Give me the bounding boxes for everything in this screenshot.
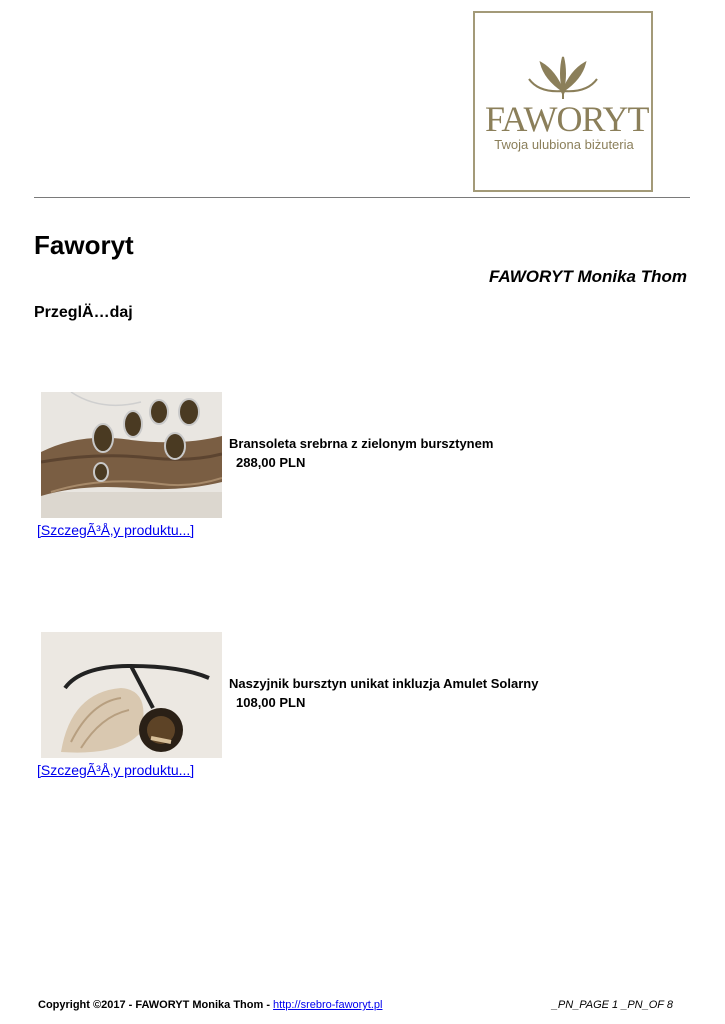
site-title: Faworyt (34, 230, 134, 260)
logo-wordmark: FAWORYT (485, 99, 649, 139)
logo-tagline: Twoja ulubiona biżuteria (494, 137, 634, 152)
browse-heading: PrzeglÄ…daj (34, 304, 133, 321)
footer-site-link[interactable]: http://srebro-faworyt.pl (273, 999, 383, 1011)
product-name: Naszyjnik bursztyn unikat inkluzja Amulet Solarny (229, 676, 539, 691)
footer-copyright (38, 999, 382, 1011)
product-image-necklace[interactable] (41, 632, 222, 758)
product-image-bracelet[interactable] (41, 392, 222, 518)
owner-name: FAWORYT Monika Thom (488, 267, 687, 286)
footer-page-info: _PN_PAGE 1 _PN_OF 8 (551, 999, 673, 1011)
product-price: 108,00 PLN (236, 695, 306, 710)
product-name: Bransoleta srebrna z zielonym bursztynem (229, 436, 494, 451)
header-divider (34, 197, 690, 198)
brand-logo (473, 11, 653, 192)
product-price: 288,00 PLN (236, 455, 306, 470)
copyright-text: Copyright ©2017 - FAWORYT Monika Thom - (38, 999, 274, 1011)
product-details-link[interactable]: [SzczegÃ³Å‚y produktu...] (37, 522, 195, 538)
product-details-link[interactable]: [SzczegÃ³Å‚y produktu...] (37, 762, 195, 778)
